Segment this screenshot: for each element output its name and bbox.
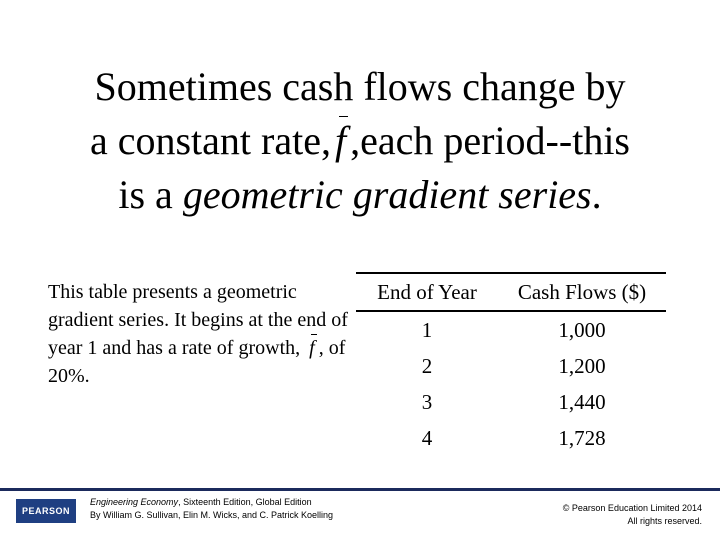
title-line-3-italic: geometric gradient series [182,172,592,217]
title-line-1: Sometimes cash flows change by [94,64,626,109]
year-cell: 2 [421,353,433,378]
title-line-3-post: . [591,172,602,217]
copyright-line-1: © Pearson Education Limited 2014 [562,503,702,513]
table-row [356,312,666,348]
description-text-1: This table presents a geometric gradient series. It begins at the end of year 1 and has a rate of growth, [48,281,348,359]
cash-flow-table [356,272,666,456]
table-row [356,420,666,456]
cash-flow-cell: 1,200 [558,353,606,378]
f-bar-symbol-inline: f [305,334,319,362]
year-cell: 4 [421,425,433,450]
book-authors: By William G. Sullivan, Elin M. Wicks, and C. Patrick Koelling [90,510,334,520]
copyright-notice [442,502,702,528]
table-header-row [356,274,666,312]
copyright-line-2: All rights reserved. [627,516,702,526]
table-description [48,278,358,390]
book-citation [90,496,410,522]
pearson-logo: PEARSON [16,499,76,523]
book-edition: , Sixteenth Edition, Global Edition [178,497,312,507]
table-row [356,384,666,420]
description-text-2: , of 20%. [48,337,346,387]
cash-flow-cell: 1,440 [558,389,606,414]
title-line-3 [20,168,700,222]
title-line-3-pre: is a [118,172,183,217]
header-end-of-year: End of Year [377,279,477,304]
book-title: Engineering Economy [90,497,179,507]
cash-flow-cell: 1,000 [558,317,606,342]
title-line-2-pre: a constant rate, [89,118,331,163]
year-cell: 3 [421,389,433,414]
table-row [356,348,666,384]
cash-flow-cell: 1,728 [558,425,606,450]
year-cell: 1 [421,317,433,342]
title-line-2 [20,114,700,168]
f-bar-symbol: f [331,114,350,168]
footer-divider [0,488,720,491]
slide-title [20,60,700,222]
header-cash-flows: Cash Flows ($) [517,279,647,304]
title-line-2-post: ,each period--this [350,118,630,163]
